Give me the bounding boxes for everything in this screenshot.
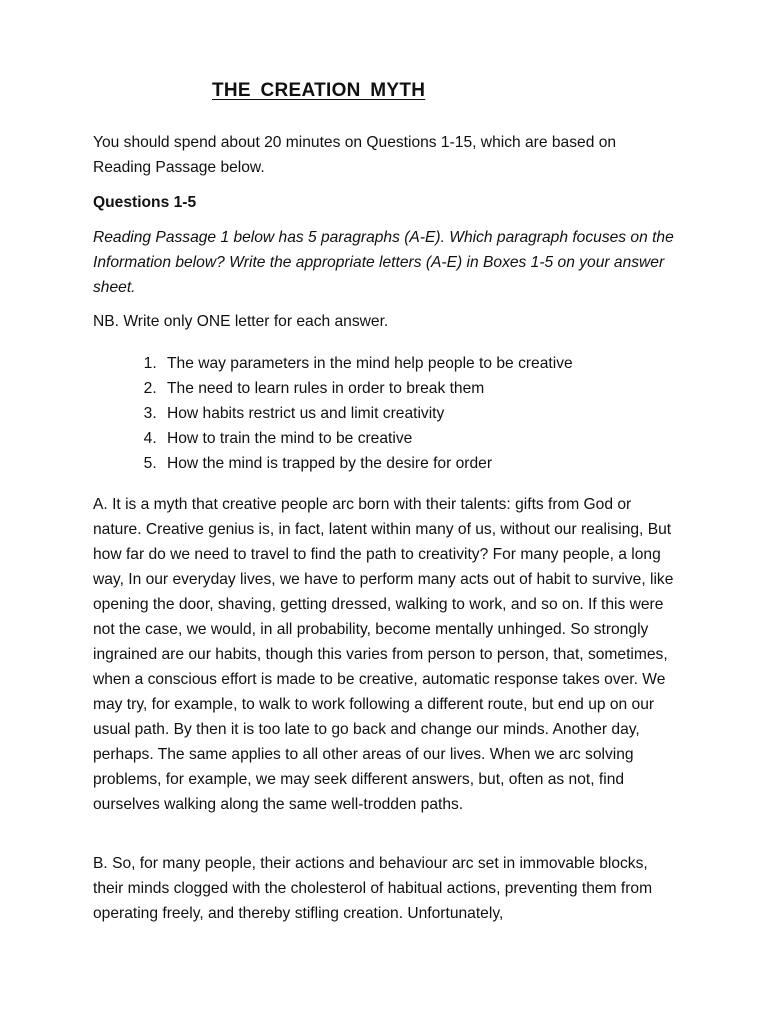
list-item: 5. How the mind is trapped by the desire for order bbox=[161, 451, 721, 476]
questions-heading: Questions 1-5 bbox=[93, 194, 197, 211]
nb-note: NB. Write only ONE letter for each answer. bbox=[93, 313, 389, 330]
question-list bbox=[93, 351, 721, 476]
document-title: THE CREATION MYTH bbox=[212, 80, 426, 101]
list-item: 4. How to train the mind to be creative bbox=[161, 426, 721, 451]
paragraph-a: A. It is a myth that creative people arc born with their talents: gifts from God or nature. Creative genius is, in fact, latent within many of us, without our realising, But how far do we need to travel to find the path to creativity? For many people, a long way, In our everyday lives, we have to perform many acts out of habit to survive, like opening the door, shaving, getting dressed, walking to work, and so on. If this were not the case, we would, in all probability, become mentally unhinged. So strongly ingrained are our habits, though this varies from person to person, that, sometimes, when a conscious effort is made to be creative, automatic response takes over. We may try, for example, to walk to work following a different route, but end up on our usual path. By then it is too late to go back and change our minds. Another day, perhaps. The same applies to all other areas of our lives. When we arc solving problems, for example, we may seek different answers, but, often as not, find ourselves walking along the same well-trodden paths. bbox=[93, 496, 674, 813]
list-item: 2. The need to learn rules in order to break them bbox=[161, 376, 721, 401]
paragraph-b: B. So, for many people, their actions and behaviour arc set in immovable blocks, their minds clogged with the cholesterol of habitual actions, preventing them from operating freely, and thereby stifling creation. Unfortunately, bbox=[93, 855, 653, 922]
intro-paragraph: You should spend about 20 minutes on Questions 1-15, which are based on Reading Passage below. bbox=[93, 134, 617, 176]
list-item: 1. The way parameters in the mind help people to be creative bbox=[161, 351, 721, 376]
list-item: 3. How habits restrict us and limit creativity bbox=[161, 401, 721, 426]
instructions-paragraph: Reading Passage 1 below has 5 paragraphs (A-E). Which paragraph focuses on the Information below? Write the appropriate letters (A-E) in Boxes 1-5 on your answer sheet. bbox=[93, 229, 674, 296]
